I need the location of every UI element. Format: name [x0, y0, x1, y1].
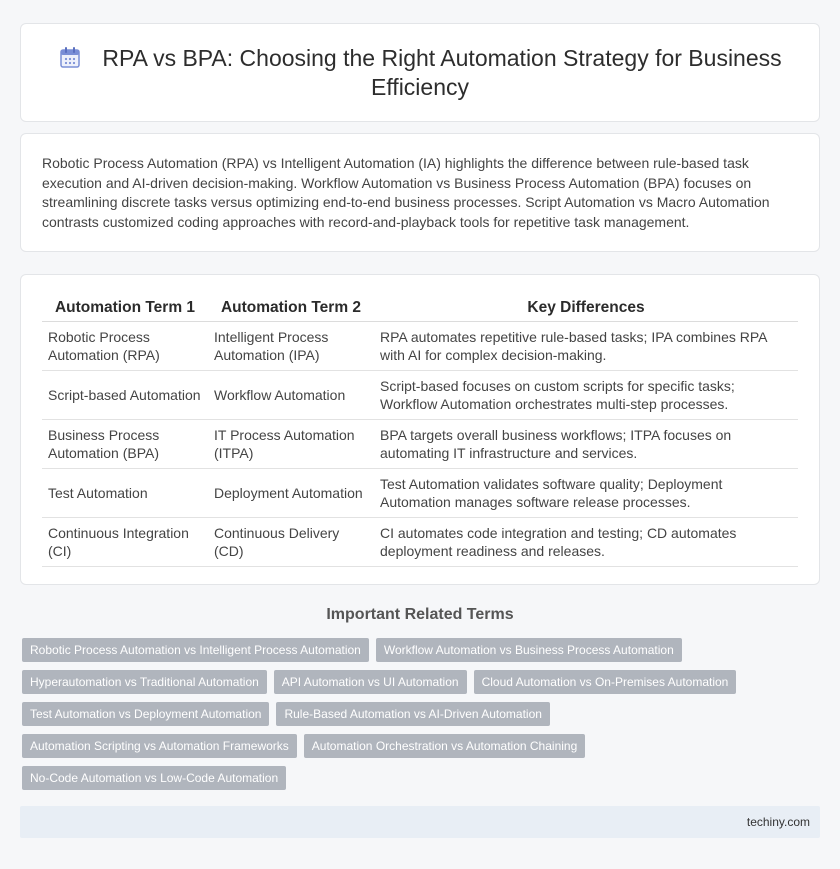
term-2-cell: Continuous Delivery (CD) — [208, 517, 374, 566]
footer — [20, 806, 820, 838]
title-wrap — [21, 44, 819, 102]
intro-card — [20, 133, 820, 252]
related-terms-title: Important Related Terms — [326, 606, 514, 623]
header-card — [20, 23, 820, 122]
term-2-cell: Workflow Automation — [208, 370, 374, 419]
site-link[interactable]: techiny.com — [746, 815, 810, 829]
page-title — [41, 44, 799, 102]
related-term-tag[interactable]: Test Automation vs Deployment Automation — [22, 702, 269, 726]
term-1-cell: Continuous Integration (CI) — [42, 517, 208, 566]
header-key-differences: Key Differences — [374, 295, 798, 321]
related-term-tag[interactable]: Hyperautomation vs Traditional Automation — [22, 670, 267, 694]
page-title-text: RPA vs BPA: Choosing the Right Automation Strategy for Business Efficiency — [102, 45, 782, 100]
term-1-cell: Business Process Automation (BPA) — [42, 419, 208, 468]
difference-cell: RPA automates repetitive rule-based tasks; IPA combines RPA with AI for complex decision-making. — [374, 321, 798, 370]
header-term-2: Automation Term 2 — [208, 295, 374, 321]
related-term-tag[interactable]: Automation Orchestration vs Automation Chaining — [304, 734, 585, 758]
table-row — [42, 370, 798, 419]
related-term-tag[interactable]: API Automation vs UI Automation — [274, 670, 467, 694]
table-row — [42, 468, 798, 517]
table-row — [42, 419, 798, 468]
term-2-cell: IT Process Automation (ITPA) — [208, 419, 374, 468]
table-row — [42, 321, 798, 370]
related-term-tag[interactable]: Workflow Automation vs Business Process Automation — [376, 638, 682, 662]
difference-cell: Test Automation validates software quality; Deployment Automation manages software release processes. — [374, 468, 798, 517]
comparison-table — [42, 295, 798, 567]
related-term-tag[interactable]: Cloud Automation vs On-Premises Automation — [474, 670, 737, 694]
difference-cell: Script-based focuses on custom scripts for specific tasks; Workflow Automation orchestrates multi-step processes. — [374, 370, 798, 419]
comparison-table-card — [20, 274, 820, 585]
intro-text: Robotic Process Automation (RPA) vs Intelligent Automation (IA) highlights the difference between rule-based task execution and AI-driven decision-making. Workflow Automation vs Business Process Automation (BPA) focuses on streamlining discrete tasks versus optimizing end-to-end business processes. Script Automation vs Macro Automation contrasts customized coding approaches with record-and-playback tools for repetitive task management. — [42, 155, 770, 230]
term-1-cell: Test Automation — [42, 468, 208, 517]
related-term-tag[interactable]: No-Code Automation vs Low-Code Automation — [22, 766, 286, 790]
related-term-tag[interactable]: Robotic Process Automation vs Intelligent Process Automation — [22, 638, 369, 662]
calendar-icon — [58, 46, 82, 70]
related-term-tag[interactable]: Rule-Based Automation vs AI-Driven Automation — [276, 702, 549, 726]
table-header-row — [42, 295, 798, 321]
related-term-tag[interactable]: Automation Scripting vs Automation Frameworks — [22, 734, 297, 758]
term-1-cell: Robotic Process Automation (RPA) — [42, 321, 208, 370]
term-1-cell: Script-based Automation — [42, 370, 208, 419]
difference-cell: BPA targets overall business workflows; ITPA focuses on automating IT infrastructure and services. — [374, 419, 798, 468]
difference-cell: CI automates code integration and testing; CD automates deployment readiness and releases. — [374, 517, 798, 566]
term-2-cell: Intelligent Process Automation (IPA) — [208, 321, 374, 370]
header-term-1: Automation Term 1 — [42, 295, 208, 321]
term-2-cell: Deployment Automation — [208, 468, 374, 517]
related-terms-list — [22, 638, 802, 790]
table-row — [42, 517, 798, 566]
